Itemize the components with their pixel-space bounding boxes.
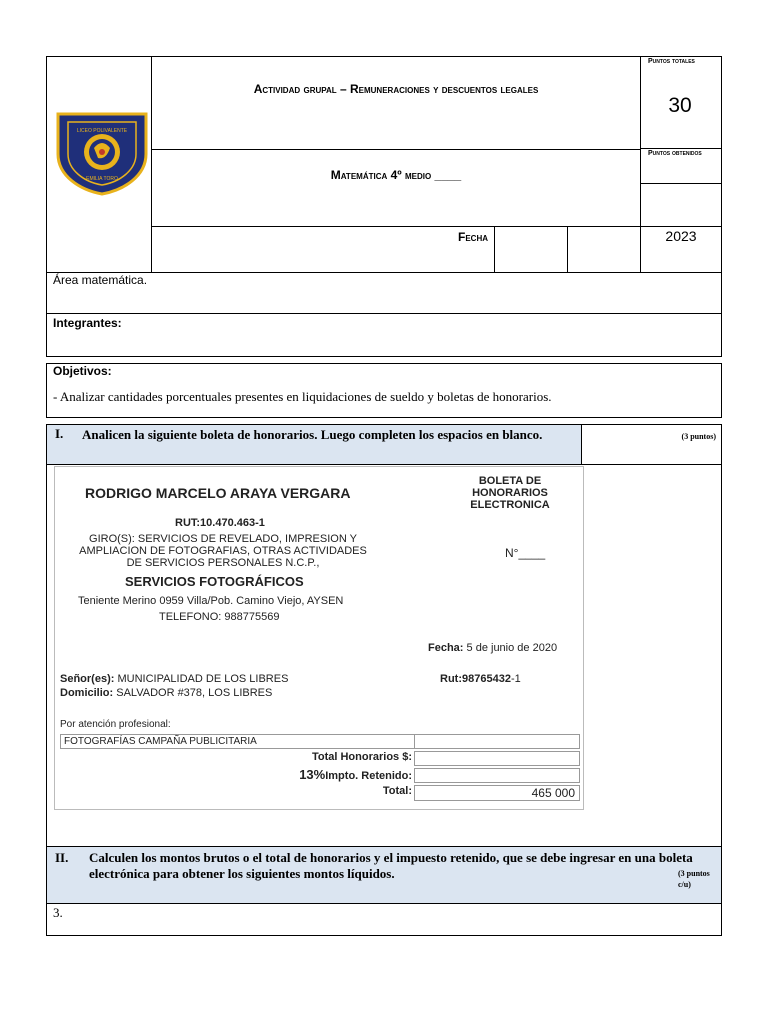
row-divider-1 xyxy=(151,149,641,150)
section-1-instruction: Analicen la siguiente boleta de honorarios. Luego completen los espacios en blanco. xyxy=(82,427,543,442)
members-label: Integrantes: xyxy=(53,316,122,330)
boleta-domicilio-label: Domicilio: xyxy=(60,687,114,699)
boleta-doc-title-3: ELECTRONICA xyxy=(470,499,550,511)
boleta-service-row xyxy=(60,734,415,749)
section-1-points-text: (3 puntos) xyxy=(681,432,716,441)
obtained-points-label: Puntos obtenidos xyxy=(648,150,702,157)
boleta-senor-value: MUNICIPALIDAD DE LOS LIBRES xyxy=(117,673,289,685)
boleta-fecha xyxy=(428,642,557,654)
boleta-service: FOTOGRAFÍAS CAMPAÑA PUBLICITARIA xyxy=(64,736,257,747)
section-2-points: (3 puntos c/u) xyxy=(678,869,710,889)
boleta-domicilio-value: SALVADOR #378, LOS LIBRES xyxy=(116,687,273,699)
boleta-rut-client-label: Rut:98765432 xyxy=(440,673,511,685)
boleta-giro-1: GIRO(S): SERVICIOS DE REVELADO, IMPRESION Y xyxy=(89,533,357,545)
section-1-header-line xyxy=(582,464,721,465)
boleta-giro-2: AMPLIACION DE FOTOGRAFIAS, OTRAS ACTIVIDADES xyxy=(79,545,367,557)
boleta-doc-title-2: HONORARIOS xyxy=(472,487,548,499)
school-logo xyxy=(54,108,150,196)
boleta-domicilio xyxy=(60,687,272,699)
boleta-fecha-label: Fecha: xyxy=(428,642,464,654)
area-text: Área matemática. xyxy=(53,273,148,287)
boleta-rut-client-dv: -1 xyxy=(510,673,521,685)
boleta-honorarios xyxy=(54,466,584,810)
boleta-rut: RUT:10.470.463-1 xyxy=(175,517,265,529)
item-3: 3. xyxy=(53,905,63,920)
boleta-retencion xyxy=(255,767,412,782)
boleta-total-label: Total: xyxy=(382,785,412,797)
boleta-total-honorarios-field[interactable] xyxy=(414,751,580,766)
boleta-senor xyxy=(60,673,288,685)
subject-title: Matemática 4º medio ____ xyxy=(330,168,462,182)
svg-text:EMILIA TORO: EMILIA TORO xyxy=(86,176,118,182)
obtained-points-field[interactable] xyxy=(641,184,721,226)
date-month-field[interactable] xyxy=(568,227,640,273)
boleta-address: Teniente Merino 0959 Villa/Pob. Camino Viejo, AYSEN xyxy=(78,595,344,607)
boleta-senor-label: Señor(es): xyxy=(60,673,115,685)
boleta-total-value: 465 000 xyxy=(531,786,575,800)
date-day-field[interactable] xyxy=(495,227,567,273)
boleta-doc-title xyxy=(460,475,560,511)
section-2-instruction: Calculen los montos brutos o el total de honorarios y el impuesto retenido, que se debe ingresar en una boleta electrónica para obtener los siguientes montos líquidos. xyxy=(89,850,693,881)
boleta-number: N°____ xyxy=(505,546,546,560)
boleta-retencion-label: Impto. Retenido: xyxy=(325,770,412,782)
section-2-numeral: II. xyxy=(55,850,69,865)
points-divider-1 xyxy=(640,148,722,149)
boleta-rut-client xyxy=(440,673,521,685)
objectives-label: Objetivos: xyxy=(53,364,112,378)
boleta-retencion-pct: 13% xyxy=(299,767,326,782)
boleta-fecha-value: 5 de junio de 2020 xyxy=(466,642,558,654)
boleta-giro xyxy=(63,533,383,569)
date-label: Fecha xyxy=(458,230,488,244)
boleta-business: SERVICIOS FOTOGRÁFICOS xyxy=(125,574,304,589)
boleta-total-field xyxy=(414,785,580,801)
section-1-points xyxy=(82,430,716,443)
total-points-label: Puntos totales xyxy=(648,58,695,65)
year-value: 2023 xyxy=(665,228,697,244)
boleta-giro-3: DE SERVICIOS PERSONALES N.C.P., xyxy=(126,557,320,569)
total-points-value: 30 xyxy=(668,94,692,117)
boleta-service-amount-field[interactable] xyxy=(414,734,580,749)
boleta-atencion: Por atención profesional: xyxy=(60,719,171,730)
activity-title: Actividad grupal – Remuneraciones y descuentos legales xyxy=(253,82,539,96)
section-1-numeral: I. xyxy=(55,426,64,441)
members-row[interactable] xyxy=(46,313,722,357)
boleta-name: RODRIGO MARCELO ARAYA VERGARA xyxy=(85,485,351,501)
svg-text:LICEO POLIVALENTE: LICEO POLIVALENTE xyxy=(76,128,128,134)
boleta-retencion-field[interactable] xyxy=(414,768,580,783)
boleta-doc-title-1: BOLETA DE xyxy=(478,475,542,487)
area-row xyxy=(46,272,722,314)
boleta-phone: TELEFONO: 988775569 xyxy=(159,611,280,623)
boleta-total-honorarios-label: Total Honorarios $: xyxy=(311,751,412,763)
objectives-text: - Analizar cantidades porcentuales presentes en liquidaciones de sueldo y boletas de honorarios. xyxy=(53,389,552,404)
